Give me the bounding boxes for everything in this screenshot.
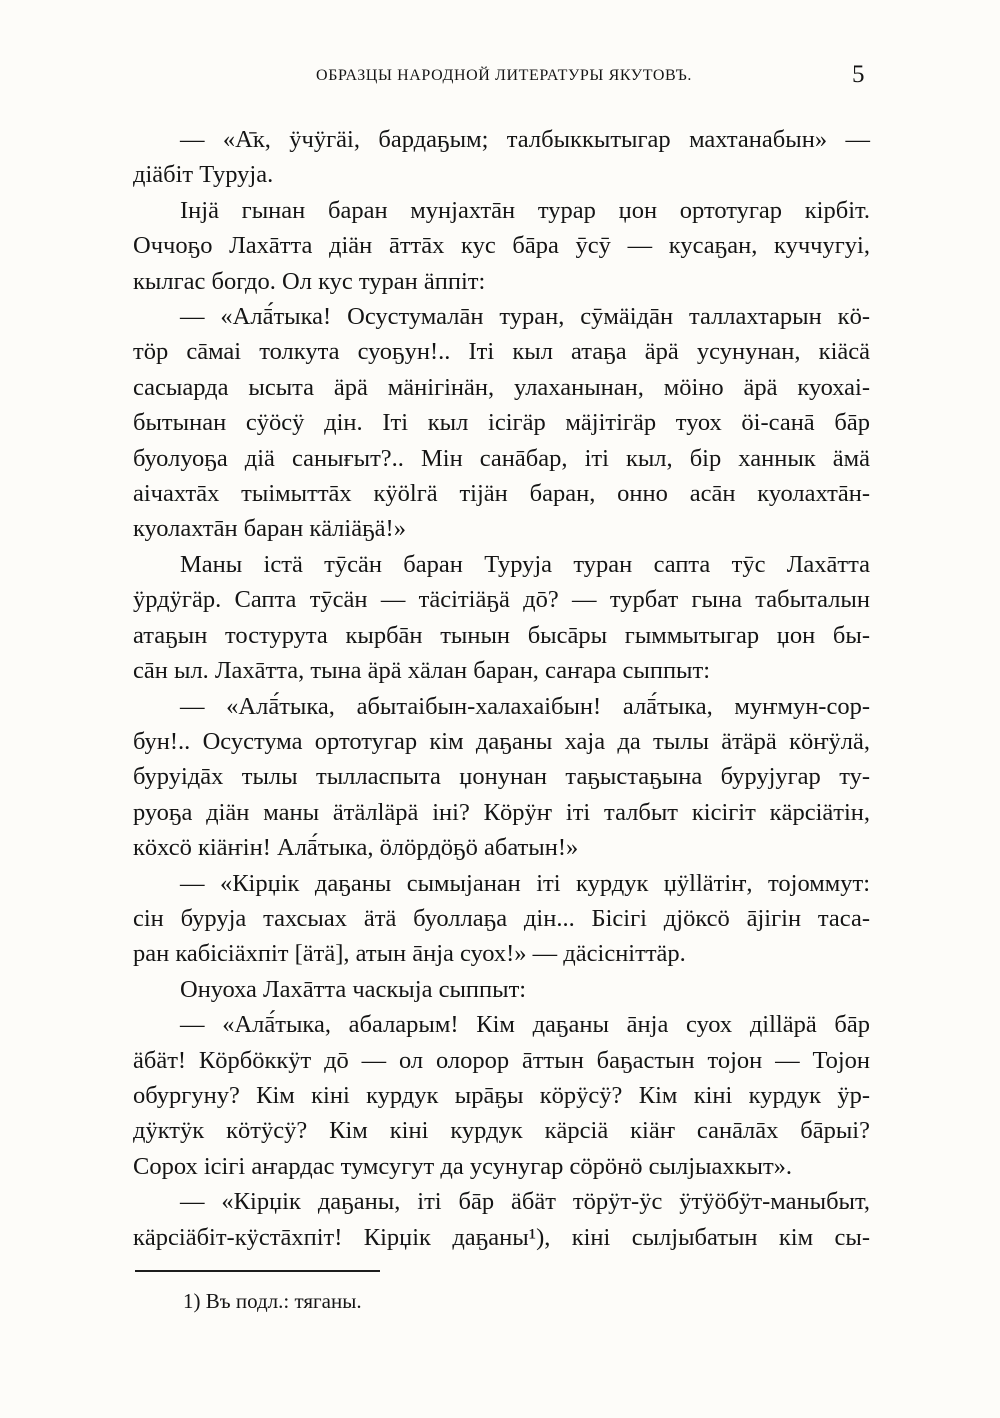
text-line: бытынан сӱöсӱ дін. Іті кыл ісігäр мäjітігäр туох öі-санā бāр <box>133 409 870 437</box>
text-line: ӱрдӱгäр. Сапта тӯсäн — тäсітіäҕä дō? — турбат гына табыталын <box>133 586 870 614</box>
text-line: сāн ыл. Лахāтта, тына äрä хäлан баран, саҥара сыппыт: <box>133 657 711 685</box>
text-line: обургуну? Кім кіні курдук ырāҕы кöрӱсӱ? Кім кіні курдук ӱр- <box>133 1081 870 1109</box>
main-text <box>133 122 870 1255</box>
text-line: сасыарда ысыта äрä мäнігінäн, улаханынан, мöіно äрä куохаі- <box>133 373 870 401</box>
text-line: руоҕа діäн маны äтäлläрä іні? Кöрӱҥ іті талбыт кісігіт кäрсіäтін, <box>133 798 870 826</box>
text-line: Сорох ісігі аҥардас тумсугут да усунугар сöрöнö сылјыахкыт». <box>133 1152 793 1180</box>
paragraph <box>133 122 870 193</box>
text-line: Оччоҕо Лахāтта діäн āттāх кус бāра ӯсӯ — кусаҕан, куччугуі, <box>133 232 870 260</box>
footnote-marker: 1) <box>183 1289 201 1313</box>
text-line: дӱктӱк кöтӱсӱ? Кім кіні курдук кäрсіä кіäҥ санāлāх бāрыі? <box>133 1117 870 1145</box>
paragraph <box>133 193 870 299</box>
paragraph <box>133 866 870 972</box>
text-line: Онуоха Лахāтта часкыја сыппыт: <box>180 975 527 1003</box>
text-line: куолахтāн баран кäліäҕä!» <box>133 515 406 543</box>
text-line: ран кабісіäхпіт [äтä], атын āнја суох!» — дäсісніттäр. <box>133 940 686 968</box>
text-line: бун!.. Осустума ортотугар кім даҕаны хаја да тылы äтäрä кöҥӱлä, <box>133 727 870 755</box>
paragraph <box>133 689 870 866</box>
text-line: Маны істä тӯсäн баран Туруја туран сапта тӯс Лахāтта <box>180 550 870 578</box>
text-line: буруідāх тылы тылласпыта џонунан таҕыстаҕына буруjугар ту- <box>133 763 870 791</box>
text-line: атаҕын тостурута кырбāн тынын бысāры гыммытыгар џон бы- <box>133 621 870 649</box>
footnote <box>183 1286 362 1316</box>
text-line: кöхсö кіäҥін! Алā́тыка, öлöрдöҕö абатын!» <box>133 834 579 862</box>
text-line: — «А̄к, ӱчӱгäі, бардаҕым; талбыккытыгар махтанабын» — <box>180 126 870 153</box>
text-line: — «Алā́тыка, абытаібын-халахаібын! алā́тыка, муҥмун-сор- <box>180 692 870 720</box>
page-number: 5 <box>852 61 865 88</box>
text-line: кылгас богдо. Ол кус туран äппіт: <box>133 267 486 295</box>
paragraph <box>133 1184 870 1255</box>
text-line: — «Кірџік даҕаны, іті бāр äбäт тöрӱт-ӱс ӱтӱöбӱт-маныбыт, <box>180 1188 870 1216</box>
text-line: — «Алā́тыка, абаларым! Кім даҕаны āнја суох діlläрä бāр <box>180 1011 870 1039</box>
paragraph <box>133 547 870 689</box>
text-line: Інjä гынан баран мунjахтāн турар џон ортотугар кірбіт. <box>180 196 870 224</box>
text-line: — «Кірџік даҕаны сымыјанан іті курдук џӱlläтіҥ, тојоммут: <box>180 869 870 897</box>
footnote-separator <box>135 1270 380 1272</box>
text-line: — «Алā́тыка! Осустумалāн туран, сӯмäідāн таллахтарын кö- <box>180 303 870 331</box>
running-title: ОБРАЗЦЫ НАРОДНОЙ ЛИТЕРАТУРЫ ЯКУТОВЪ. <box>316 67 692 84</box>
text-line: сін буруја тахсыах äтä буоллаҕа дін... Бісігі дjöксö āјігін таса- <box>133 904 870 932</box>
text-line: тöр сāмаі толкута суоҕун!.. Іті кыл атаҕа äрä усунунан, кіäсä <box>133 338 870 366</box>
paragraph <box>133 299 870 547</box>
paragraph <box>133 972 870 1007</box>
text-line: буолуоҕа діä санығыт?.. Мін санāбар, іті кыл, бір ханнык äмä <box>133 444 870 472</box>
footnote-text: Въ подл.: тяганы. <box>205 1289 362 1313</box>
text-line: діäбіт Туруја. <box>133 161 274 189</box>
running-header <box>0 62 1000 90</box>
text-line: кäрсіäбіт-кӱстāхпіт! Кірџік даҕаны¹), кіні сылјыбатын кім сы- <box>133 1223 870 1251</box>
paragraph <box>133 1007 870 1184</box>
text-line: äбäт! Кöрбöккӱт дō — ол олорор āттын баҕастын тојон — Тојон <box>133 1046 870 1074</box>
text-line: аiчахтāх тыімыттāх кӱölгä тіjäн баран, онно асāн куолахтāн- <box>133 480 870 508</box>
